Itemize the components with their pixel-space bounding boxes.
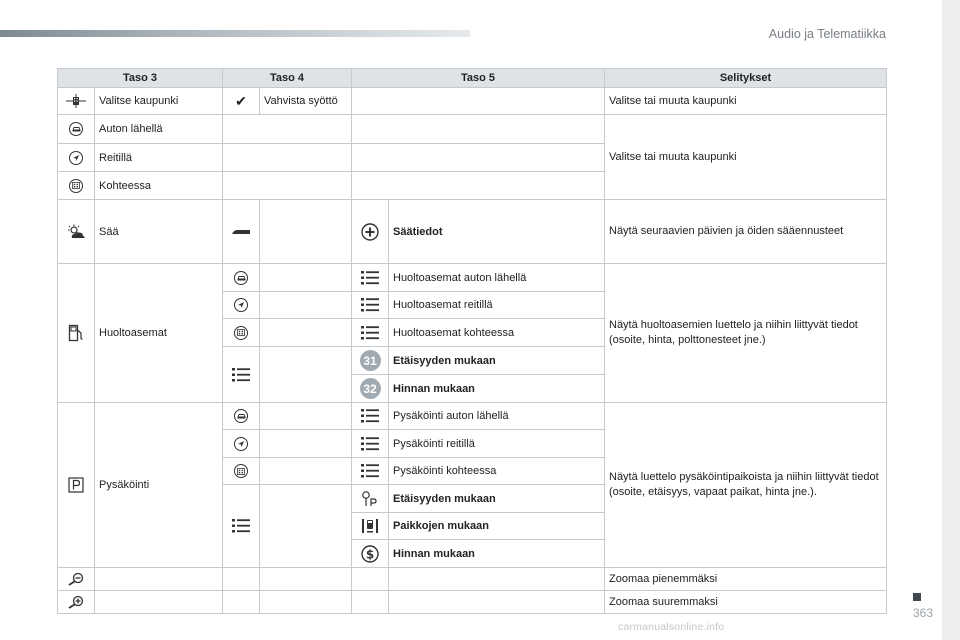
list-icon xyxy=(361,326,379,340)
list-icon xyxy=(361,298,379,312)
zoom-in-icon xyxy=(67,595,85,609)
description: Valitse tai muuta kaupunki xyxy=(605,115,887,200)
page-edge-stripe xyxy=(942,0,960,640)
description: Näytä seuraavien päivien ja öiden sääennusteet xyxy=(605,200,887,264)
fuel-station-icon xyxy=(68,324,84,342)
level5-label: Pysäköinti reitillä xyxy=(389,430,605,458)
city-select-icon xyxy=(65,93,87,109)
table-row xyxy=(58,88,887,115)
destination-icon xyxy=(234,464,248,478)
description: Zoomaa pienemmäksi xyxy=(605,568,887,591)
near-car-icon xyxy=(234,271,248,285)
svg-text:$: $ xyxy=(365,547,375,561)
level4-label: Vahvista syöttö xyxy=(260,88,352,115)
near-car-icon xyxy=(234,409,248,423)
list-icon xyxy=(361,409,379,423)
on-route-icon xyxy=(69,151,83,165)
level5-label: Etäisyyden mukaan xyxy=(389,485,605,513)
column-header: Taso 4 xyxy=(223,69,352,88)
list-icon xyxy=(361,437,379,451)
distance-pin-icon xyxy=(361,490,379,508)
page-number: 363 xyxy=(912,606,933,620)
description: Näytä luettelo pysäköintipaikoista ja niihin liittyvät tiedot (osoite, etäisyys, vapaat paikat, hinta jne.). xyxy=(605,403,887,568)
table-row xyxy=(58,264,887,292)
level3-label: Pysäköinti xyxy=(95,403,223,568)
near-car-icon xyxy=(69,122,83,136)
column-header: Selitykset xyxy=(605,69,887,88)
column-header: Taso 3 xyxy=(58,69,223,88)
table-row xyxy=(58,403,887,430)
check-icon: ✔ xyxy=(235,92,247,109)
menu-table xyxy=(57,68,887,614)
table-row xyxy=(58,200,887,264)
list-icon xyxy=(361,464,379,478)
level5-label: Pysäköinti kohteessa xyxy=(389,458,605,485)
section-title: Audio ja Telematiikka xyxy=(768,27,886,41)
table-row xyxy=(58,591,887,614)
table-header-row xyxy=(58,69,887,88)
table-row xyxy=(58,568,887,591)
table-row xyxy=(58,115,887,144)
destination-icon xyxy=(234,326,248,340)
description: Näytä huoltoasemien luettelo ja niihin liittyvät tiedot (osoite, hinta, polttonesteet jne.) xyxy=(605,264,887,403)
list-icon xyxy=(361,271,379,285)
zoom-out-icon xyxy=(67,572,85,586)
list-icon xyxy=(232,519,250,533)
parking-icon xyxy=(68,477,84,493)
level3-label: Kohteessa xyxy=(95,172,223,200)
list-icon xyxy=(232,368,250,382)
level5-label: Huoltoasemat kohteessa xyxy=(389,319,605,347)
level5-label: Säätiedot xyxy=(389,200,605,264)
dollar-icon xyxy=(361,545,379,563)
level5-label: Pysäköinti auton lähellä xyxy=(389,403,605,430)
description: Valitse tai muuta kaupunki xyxy=(605,88,887,115)
page-marker xyxy=(913,593,921,601)
level5-label: Hinnan mukaan xyxy=(389,540,605,568)
level5-label: Etäisyyden mukaan xyxy=(389,347,605,375)
on-route-icon xyxy=(234,298,248,312)
parking-spaces-icon xyxy=(361,518,379,534)
level3-label: Reitillä xyxy=(95,144,223,172)
on-route-icon xyxy=(234,437,248,451)
plus-circle-icon xyxy=(361,223,379,241)
level3-label: Auton lähellä xyxy=(95,115,223,144)
level5-label: Hinnan mukaan xyxy=(389,375,605,403)
level3-label: Valitse kaupunki xyxy=(95,88,223,115)
watermark: carmanualsonline.info xyxy=(618,621,725,633)
header-accent-bar xyxy=(0,30,470,37)
column-header: Taso 5 xyxy=(352,69,605,88)
level5-label: Huoltoasemat auton lähellä xyxy=(389,264,605,292)
weather-icon xyxy=(66,224,86,240)
level3-label: Huoltoasemat xyxy=(95,264,223,403)
description: Zoomaa suuremmaksi xyxy=(605,591,887,614)
destination-icon xyxy=(69,179,83,193)
number-badge: 31 xyxy=(360,350,381,371)
level5-label: Paikkojen mukaan xyxy=(389,513,605,540)
level5-label: Huoltoasemat reitillä xyxy=(389,292,605,319)
number-badge: 32 xyxy=(360,378,381,399)
level3-label: Sää xyxy=(95,200,223,264)
confirm-icon xyxy=(231,227,251,237)
